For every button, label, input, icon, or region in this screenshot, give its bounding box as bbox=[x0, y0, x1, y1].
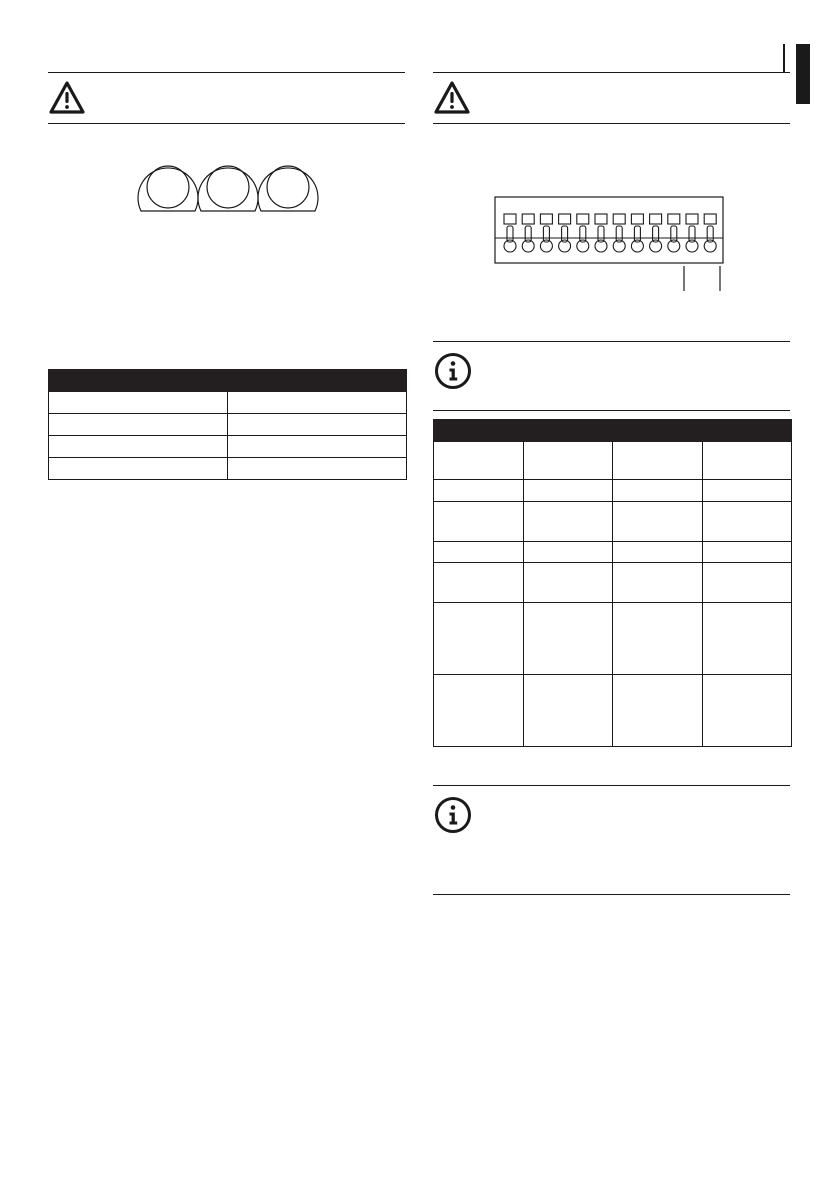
table-row bbox=[49, 458, 407, 480]
table-cell bbox=[613, 480, 703, 502]
table-cell bbox=[524, 442, 613, 480]
info-circle-icon bbox=[434, 796, 472, 834]
table-cell bbox=[434, 442, 524, 480]
terminal-pin bbox=[668, 214, 680, 252]
table-cell bbox=[703, 603, 792, 675]
table-cell bbox=[228, 436, 407, 458]
table-header-cell bbox=[49, 370, 228, 392]
info-rule-bottom bbox=[433, 410, 790, 411]
right-data-table bbox=[433, 419, 792, 747]
table-header-row bbox=[49, 370, 407, 392]
table-header-row bbox=[434, 420, 792, 442]
table-row bbox=[49, 436, 407, 458]
table-cell bbox=[524, 603, 613, 675]
terminal-pin bbox=[613, 214, 625, 252]
three-ring-connectors-figure bbox=[133, 158, 323, 214]
table-cell bbox=[613, 603, 703, 675]
table-cell bbox=[434, 675, 524, 747]
table-header-cell bbox=[613, 420, 703, 442]
table-cell bbox=[613, 442, 703, 480]
table-cell bbox=[49, 436, 228, 458]
ring-connector-1 bbox=[138, 166, 198, 211]
terminal-pin bbox=[650, 214, 662, 252]
right-warning-rule-top bbox=[433, 72, 790, 73]
table-row bbox=[434, 542, 792, 563]
table-row bbox=[434, 563, 792, 603]
table-cell bbox=[703, 480, 792, 502]
terminal-block-figure bbox=[494, 196, 726, 294]
table-cell bbox=[613, 542, 703, 563]
terminal-pin bbox=[504, 214, 516, 252]
table-row bbox=[49, 414, 407, 436]
table-cell bbox=[613, 675, 703, 747]
terminal-pin bbox=[522, 214, 534, 252]
table-cell bbox=[613, 502, 703, 542]
table-cell bbox=[228, 414, 407, 436]
terminal-pin bbox=[704, 214, 716, 252]
terminal-pin bbox=[540, 214, 552, 252]
table-cell bbox=[49, 414, 228, 436]
table-cell bbox=[703, 502, 792, 542]
left-warning-rule-top bbox=[48, 72, 405, 73]
terminal-pin bbox=[631, 214, 643, 252]
language-tab-rule bbox=[783, 44, 785, 72]
terminal-pin bbox=[595, 214, 607, 252]
table-cell bbox=[434, 563, 524, 603]
table-cell bbox=[228, 392, 407, 414]
terminal-pin bbox=[686, 214, 698, 252]
table-header-cell bbox=[703, 420, 792, 442]
table-cell bbox=[49, 392, 228, 414]
info-circle-icon bbox=[434, 352, 472, 390]
right-warning-rule-bottom bbox=[433, 123, 790, 124]
language-tab-marker bbox=[796, 44, 810, 104]
table-cell bbox=[228, 458, 407, 480]
table-cell bbox=[434, 502, 524, 542]
table-cell bbox=[703, 563, 792, 603]
table-cell bbox=[703, 542, 792, 563]
table-row bbox=[434, 675, 792, 747]
warning-triangle-icon bbox=[433, 80, 471, 116]
table-row bbox=[434, 603, 792, 675]
table-cell bbox=[524, 542, 613, 563]
ring-connector-2 bbox=[198, 166, 258, 211]
terminal-pin bbox=[577, 214, 589, 252]
info-rule-bottom-2 bbox=[433, 894, 790, 895]
table-cell bbox=[524, 675, 613, 747]
table-cell bbox=[524, 502, 613, 542]
table-cell bbox=[434, 603, 524, 675]
table-cell bbox=[434, 542, 524, 563]
left-warning-rule-bottom bbox=[48, 123, 405, 124]
table-cell bbox=[434, 480, 524, 502]
terminal-pin bbox=[559, 214, 571, 252]
table-cell bbox=[524, 563, 613, 603]
table-header-cell bbox=[228, 370, 407, 392]
table-row bbox=[434, 442, 792, 480]
table-header-cell bbox=[524, 420, 613, 442]
warning-triangle-icon bbox=[48, 80, 86, 116]
table-header-cell bbox=[434, 420, 524, 442]
info-rule-top bbox=[433, 341, 790, 342]
table-row bbox=[49, 392, 407, 414]
table-cell bbox=[703, 442, 792, 480]
table-row bbox=[434, 502, 792, 542]
left-data-table bbox=[48, 369, 407, 480]
table-row bbox=[434, 480, 792, 502]
info-rule-top-2 bbox=[433, 785, 790, 786]
table-cell bbox=[703, 675, 792, 747]
ring-connector-3 bbox=[258, 166, 318, 211]
table-cell bbox=[613, 563, 703, 603]
table-cell bbox=[524, 480, 613, 502]
table-cell bbox=[49, 458, 228, 480]
